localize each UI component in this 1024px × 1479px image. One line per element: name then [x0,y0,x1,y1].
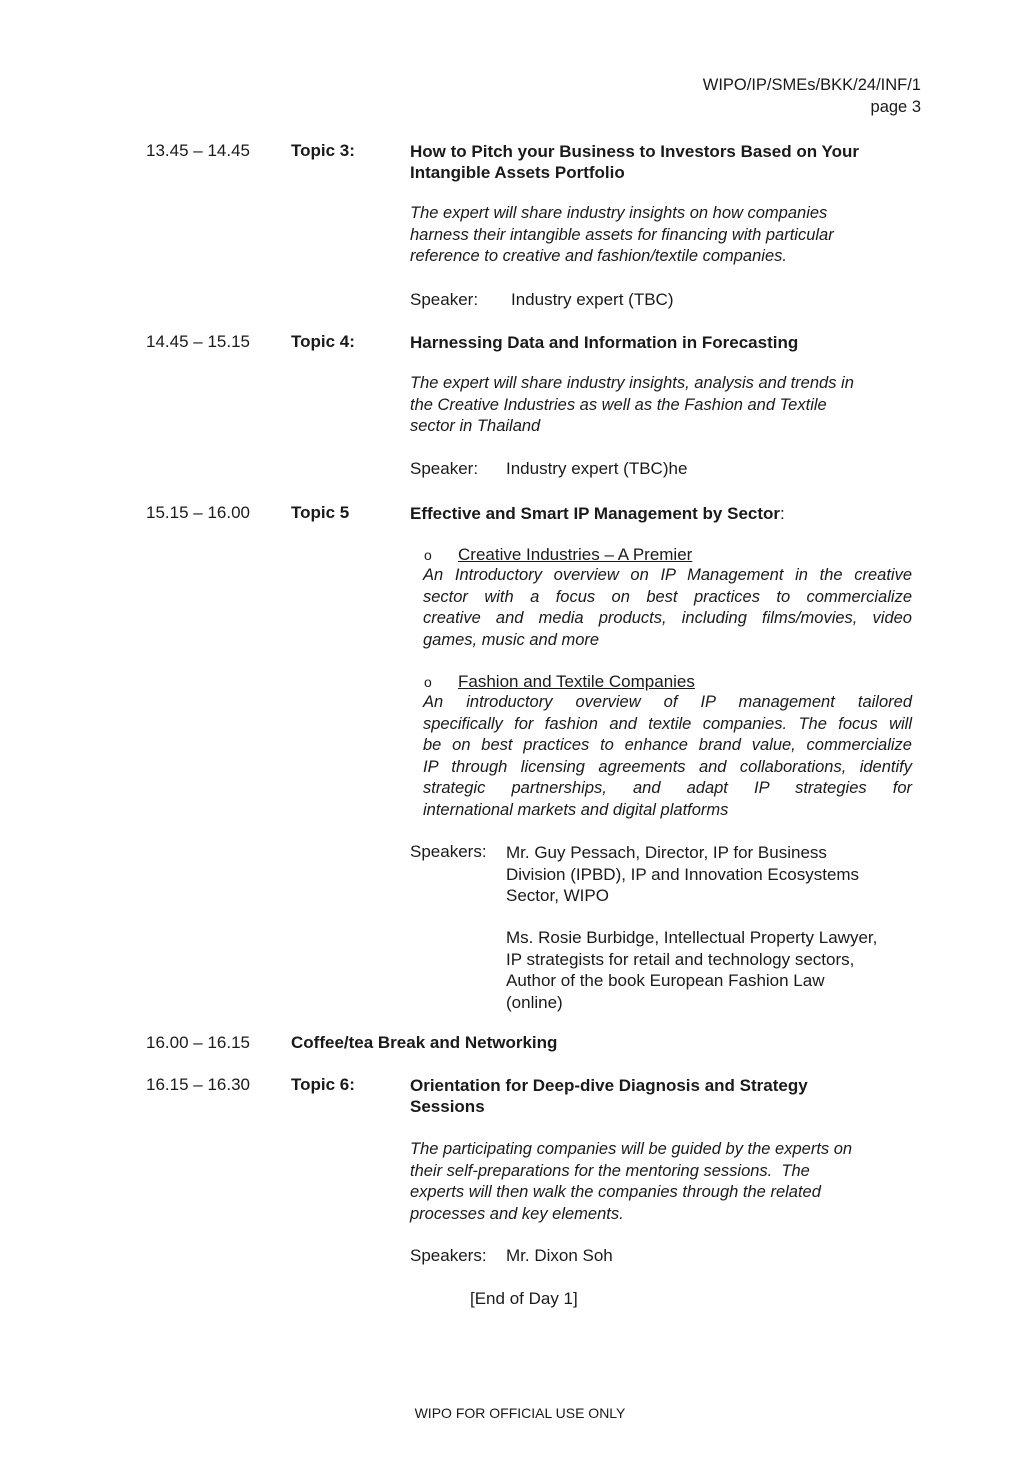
bullet-item [0,672,1024,694]
speaker-entry: Mr. Guy Pessach, Director, IP for Business Division (IPBD), IP and Innovation Ecosystems Sector, WIPO [506,843,860,905]
session-description: The expert will share industry insights, analysis and trends in the Creative Industries as well as the Fashion and Textile sector in Thailand [410,374,854,435]
bullet-item [0,545,1024,567]
bullet-description: An Introductory overview on IP Management in the creative sector with a focus on best practices to commercialize creative and media products, including films/movies, video games, music and more [423,566,912,649]
session-title: Orientation for Deep-dive Diagnosis and Strategy Sessions [410,1076,808,1116]
session-time: 16.15 – 16.30 [146,1075,250,1094]
session-description: The expert will share industry insights on how companies harness their intangible assets for financing with particular reference to creative and fashion/textile companies. [410,204,834,265]
session-topic-label: Topic 5 [291,503,350,522]
session-title: How to Pitch your Business to Investors Based on Your Intangible Assets Portfolio [410,142,860,182]
session-speaker: Speaker: Industry expert (TBC)he [410,459,688,478]
session-title: Harnessing Data and Information in Forecasting [410,333,799,352]
session-time: 14.45 – 15.15 [146,332,250,351]
session-time: 16.00 – 16.15 [146,1033,250,1052]
session-topic-label: Topic 4: [291,332,355,351]
session-speaker: Speakers: Mr. Dixon Soh [410,1246,613,1265]
bullet-description: An introductory overview of IP management tailored specifically for fashion and textile companies. The focus will be on best practices to enhance brand value, commercialize IP through licensing agreements and collaborations, identify strategic partnerships, and adapt IP strategies for international markets and digital platforms [423,693,912,819]
footer-classification: WIPO FOR OFFICIAL USE ONLY [414,1405,626,1421]
speaker-entry: Ms. Rosie Burbidge, Intellectual Property Lawyer, IP strategists for retail and technology sectors, Author of the book European Fashion Law (online) [506,928,878,1012]
break-title: Coffee/tea Break and Networking [291,1033,558,1052]
document-reference: WIPO/IP/SMEs/BKK/24/INF/1 [702,76,921,94]
session-time: 15.15 – 16.00 [146,503,250,522]
session-title: Effective and Smart IP Management by Sector: [410,504,785,523]
page-number: page 3 [870,98,921,116]
session-time: 13.45 – 14.45 [146,141,250,160]
bullet-marker: o [424,674,432,690]
speakers-label: Speakers: [410,842,487,861]
session-speaker: Speaker: Industry expert (TBC) [410,290,674,309]
session-description: The participating companies will be guided by the experts on their self-preparations for the mentoring sessions. The experts will then walk the companies through the related processes and key elements. [410,1140,853,1223]
bullet-heading: Fashion and Textile Companies [458,672,695,691]
bullet-marker: o [424,547,432,563]
session-topic-label: Topic 3: [291,141,355,160]
bullet-heading: Creative Industries – A Premier [458,545,693,564]
session-topic-label: Topic 6: [291,1075,355,1094]
end-of-day-note: [End of Day 1] [470,1289,578,1308]
